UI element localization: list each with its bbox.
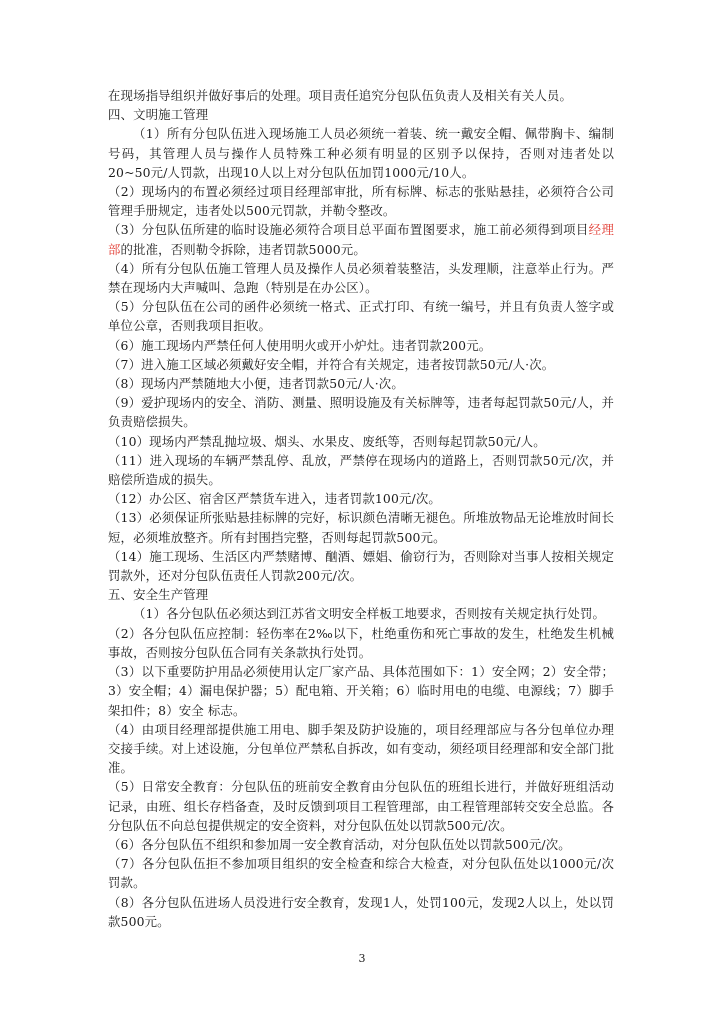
paragraph: （5）分包队伍在公司的函件必须统一格式、正式打印、有统一编号，并且有负责人签字或单位公章，否则我项目拒收。 [108,299,614,334]
section-heading-safety-production: 五、安全生产管理 [108,587,209,603]
paragraph: （8）各分包队伍进场人员没进行安全教育，发现1人，处罚100元，发现2人以上，处以罚款500元。 [108,894,614,929]
paragraph: 在现场指导组织并做好事后的处理。项目责任追究分包队伍负责人及相关有关人员。 [108,88,573,103]
paragraph: （10）现场内严禁乱抛垃圾、烟头、水果皮、废纸等，否则每起罚款50元/人。 [108,433,546,449]
paragraph: （7）进入施工区域必须戴好安全帽，并符合有关规定，违者按罚款50元/人·次。 [108,356,555,372]
paragraph: （11）进入现场的车辆严禁乱停、乱放，严禁停在现场内的道路上，否则罚款50元/次，并赔偿所造成的损失。 [108,452,614,488]
paragraph-text: （3）分包队伍所建的临时设施必须符合项目总平面布置图要求，施工前必须得到项目 [108,222,589,238]
paragraph: （12）办公区、宿舍区严禁货车进入，违者罚款100元/次。 [108,491,441,507]
paragraph: （7）各分包队伍拒不参加项目组织的安全检查和综合大检查，对分包队伍处以1000元/次罚款。 [108,856,614,891]
paragraph: （14）施工现场、生活区内严禁赌博、酗酒、嫖娼、偷窃行为，否则除对当事人按相关规定罚款外，还对分包队伍责任人罚款200元/次。 [108,548,614,584]
paragraph: （13）必须保证所张贴悬挂标牌的完好，标识颜色清晰无褪色。所堆放物品无论堆放时间长短，必须堆放整齐。所有封围挡完整，否则每起罚款500元。 [108,510,614,545]
paragraph-text: 的批准，否则勒令拆除，违者罚款5000元。 [120,241,366,257]
paragraph: （1）各分包队伍必须达到江苏省文明安全样板工地要求，否则按有关规定执行处罚。 [133,606,606,622]
highlighted-text: 经理部 [108,222,614,257]
paragraph: （3）以下重要防护用品必须使用认定厂家产品、具体范围如下：1）安全网；2）安全带；3）安全帽；4）漏电保护器；5）配电箱、开关箱；6）临时用电的电缆、电源线；7）脚手架扣件；8）安全 标志。 [108,664,614,718]
paragraph: （8）现场内严禁随地大小便，违者罚款50元/人·次。 [108,376,404,392]
paragraph: （4）由项目经理部提供施工用电、脚手架及防护设施的，项目经理部应与各分包单位办理交接手续。对上述设施，分包单位严禁私自拆改，如有变动，须经项目经理部和安全部门批准。 [108,721,614,776]
paragraph: （5）日常安全教育：分包队伍的班前安全教育由分包队伍的班组长进行，并做好班组活动记录，由班、组长存档备查，及时反馈到项目工程管理部，由工程管理部转交安全总监。各分包队伍不向总包提供规定的安全资料，对分包队伍处以罚款500元/次。 [108,779,614,833]
paragraph: （2）现场内的布置必须经过项目经理部审批，所有标牌、标志的张贴悬挂，必须符合公司管理手册规定，违者处以500元罚款，并勒令整改。 [108,184,614,219]
paragraph: （4）所有分包队伍施工管理人员及操作人员必须着装整洁，头发理顺，注意举止行为。严禁在现场内大声喊叫、急跑（特别是在办公区）。 [108,260,614,296]
paragraph: （1）所有分包队伍进入现场施工人员必须统一着装、统一戴安全帽、佩带胸卡、编制号码，其管理人员与操作人员特殊工种必须有明显的区别予以保持，否则对违者处以20~50元/人罚款，出现10人以上对分包队伍加罚1000元/10人。 [108,126,614,180]
paragraph: （9）爱护现场内的安全、消防、测量、照明设施及有关标牌等，违者每起罚款50元/人，并负责赔偿损失。 [108,395,614,430]
page-number: 3 [358,952,366,965]
paragraph: （6）各分包队伍不组织和参加周一安全教育活动，对分包队伍处以罚款500元/次。 [108,836,571,852]
section-heading-civilized-construction: 四、文明施工管理 [108,107,209,123]
paragraph: （6）施工现场内严禁任何人使用明火或开小炉灶。违者罚款200元。 [108,337,492,353]
paragraph: （2）各分包队伍应控制：轻伤率在2‰以下，杜绝重伤和死亡事故的发生，杜绝发生机械事故，否则按分包队伍合同有关条款执行处罚。 [108,625,614,660]
document-body [108,86,614,931]
paragraph [108,220,614,258]
